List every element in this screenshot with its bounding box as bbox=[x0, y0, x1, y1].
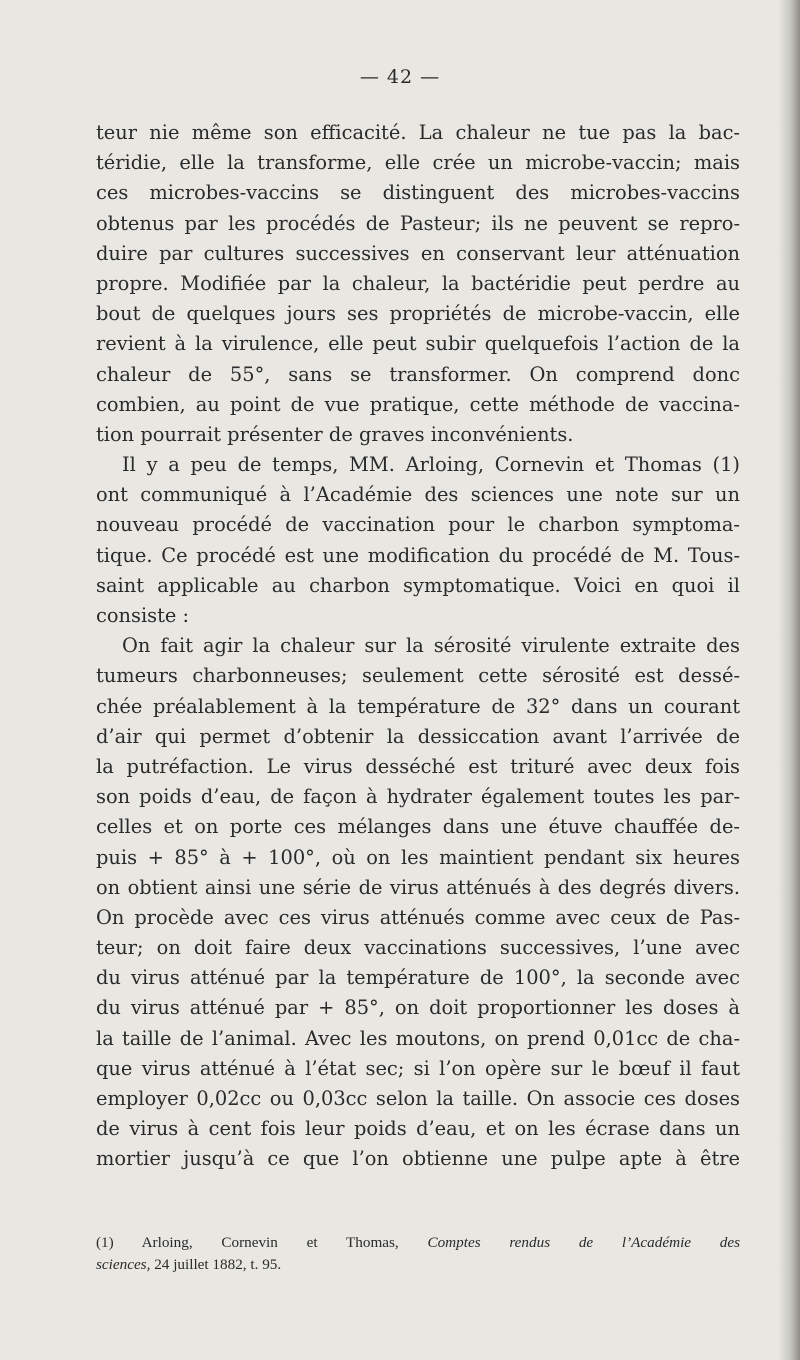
text-line: ont communiqué à l’Académie des sciences une note sur un bbox=[96, 483, 740, 507]
footnote-line bbox=[96, 1232, 740, 1254]
text-line: tique. Ce procédé est une modification du procédé de M. Tous- bbox=[96, 543, 740, 567]
text-line: duire par cultures successives en conservant leur atténuation bbox=[96, 241, 740, 265]
text-line: la taille de l’animal. Avec les moutons, on prend 0,01cc de cha- bbox=[96, 1026, 740, 1050]
text-line: que virus atténué à l’état sec; si l’on opère sur le bœuf il faut bbox=[96, 1056, 740, 1080]
footnote-line bbox=[96, 1254, 740, 1276]
footnote-citation-title: Comptes rendus de l’Académie des bbox=[427, 1234, 740, 1251]
text-line: on obtient ainsi une série de virus atténués à des degrés divers. bbox=[96, 875, 740, 899]
text-line: combien, au point de vue pratique, cette méthode de vaccina- bbox=[96, 392, 740, 416]
text-line: puis + 85° à + 100°, où on les maintient pendant six heures bbox=[96, 845, 740, 869]
footnote bbox=[96, 1232, 740, 1276]
body-text bbox=[96, 118, 740, 1175]
text-line: bout de quelques jours ses propriétés de microbe-vaccin, elle bbox=[96, 302, 740, 326]
text-line: chée préalablement à la température de 32° dans un courant bbox=[96, 694, 740, 718]
text-line: revient à la virulence, elle peut subir quelquefois l’action de la bbox=[96, 332, 740, 356]
footnote-citation-authors: (1) Arloing, Cornevin et Thomas, bbox=[96, 1234, 428, 1251]
text-line: du virus atténué par la température de 100°, la seconde avec bbox=[96, 966, 740, 990]
text-line: nouveau procédé de vaccination pour le charbon symptoma- bbox=[96, 513, 740, 537]
page-number: — 42 — bbox=[359, 66, 441, 88]
text-line: consiste : bbox=[96, 604, 190, 627]
text-line: saint applicable au charbon symptomatique. Voici en quoi il bbox=[96, 573, 740, 597]
text-line: du virus atténué par + 85°, on doit proportionner les doses à bbox=[96, 996, 740, 1020]
text-line: teur; on doit faire deux vaccinations successives, l’une avec bbox=[96, 936, 740, 960]
text-line: son poids d’eau, de façon à hydrater également toutes les par- bbox=[96, 785, 740, 809]
text-line: la putréfaction. Le virus desséché est trituré avec deux fois bbox=[96, 754, 740, 778]
text-line: chaleur de 55°, sans se transformer. On comprend donc bbox=[96, 362, 740, 386]
text-line: On procède avec ces virus atténués comme avec ceux de Pas- bbox=[96, 905, 740, 929]
text-line: celles et on porte ces mélanges dans une étuve chauffée de- bbox=[96, 815, 740, 839]
text-line: propre. Modifiée par la chaleur, la bactéridie peut perdre au bbox=[96, 271, 740, 295]
text-line: teur nie même son efficacité. La chaleur ne tue pas la bac- bbox=[96, 121, 740, 144]
text-line: tumeurs charbonneuses; seulement cette sérosité est dessé- bbox=[96, 664, 740, 688]
page-edge-shadow bbox=[778, 0, 800, 1360]
text-line: tion pourrait présenter de graves inconvénients. bbox=[96, 422, 574, 446]
text-line: ces microbes-vaccins se distinguent des microbes-vaccins bbox=[96, 181, 740, 205]
text-line: employer 0,02cc ou 0,03cc selon la taille. On associe ces doses bbox=[96, 1087, 740, 1110]
text-line: de virus à cent fois leur poids d’eau, et on les écrase dans un bbox=[96, 1117, 740, 1141]
text-line: On fait agir la chaleur sur la sérosité virulente extraite des bbox=[122, 634, 740, 658]
text-line: téridie, elle la transforme, elle crée un microbe-vaccin; mais bbox=[96, 151, 740, 175]
text-line: Il y a peu de temps, MM. Arloing, Cornevin et Thomas (1) bbox=[122, 453, 740, 477]
text-line: obtenus par les procédés de Pasteur; ils ne peuvent se repro- bbox=[96, 211, 740, 235]
text-line: d’air qui permet d’obtenir la dessiccation avant l’arrivée de bbox=[96, 724, 740, 748]
footnote-citation-title-cont: sciences, bbox=[96, 1256, 151, 1273]
text-line: mortier jusqu’à ce que l’on obtienne une pulpe apte à être bbox=[96, 1147, 740, 1171]
footnote-citation-date: 24 juillet 1882, t. 95. bbox=[150, 1256, 282, 1273]
